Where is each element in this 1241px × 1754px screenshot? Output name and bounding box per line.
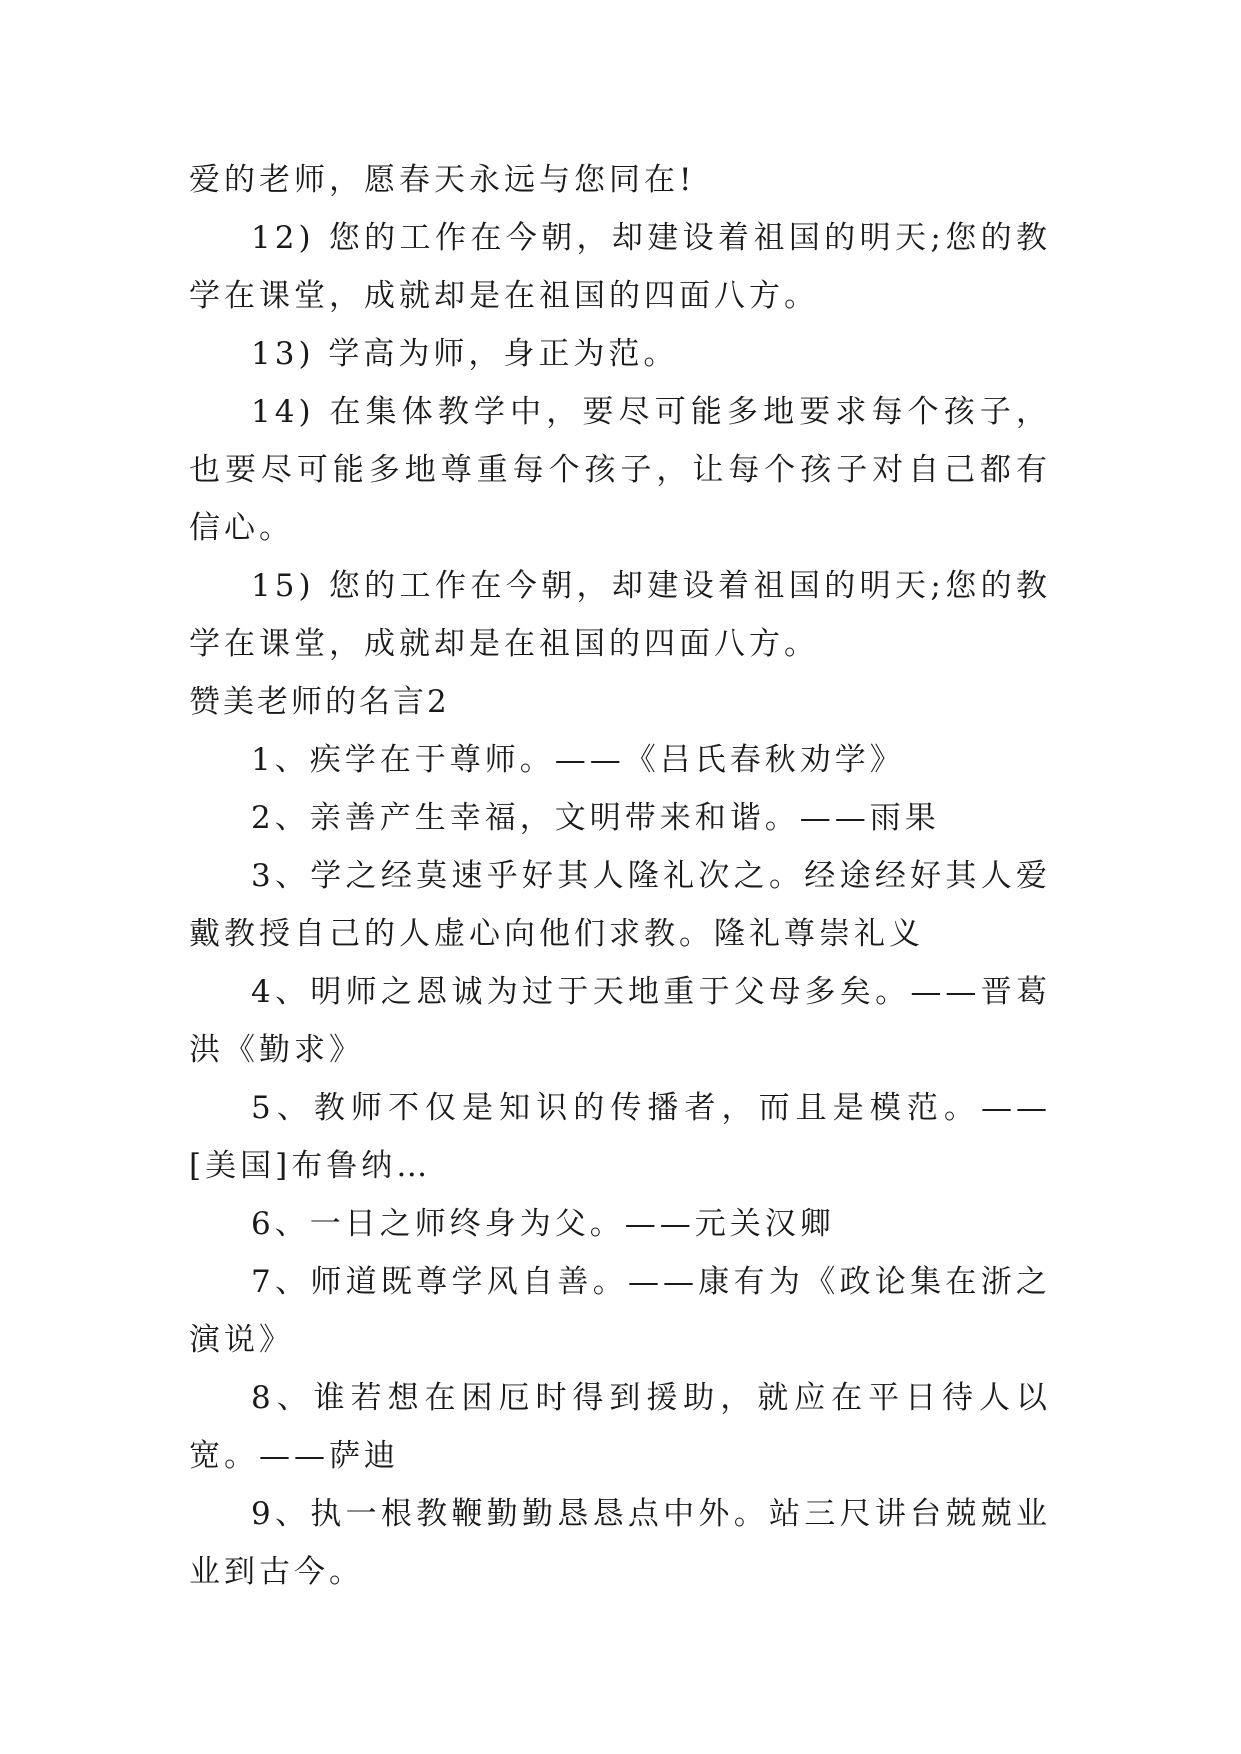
quote-item-1: 1、疾学在于尊师。——《吕氏春秋劝学》 bbox=[251, 742, 905, 778]
quote-item-15: 15) 您的工作在今朝，却建设着祖国的明天;您的教学在课堂，成就却是在祖国的四面八方。 bbox=[189, 568, 1051, 662]
quote-item-8: 8、谁若想在困厄时得到援助，就应在平日待人以宽。——萨迪 bbox=[189, 1380, 1051, 1474]
quote-item-13: 13) 学高为师，身正为范。 bbox=[251, 336, 679, 372]
quote-item-4: 4、明师之恩诚为过于天地重于父母多矣。——晋葛洪《勤求》 bbox=[189, 974, 1051, 1068]
paragraph-continuation: 爱的老师，愿春天永远与您同在! bbox=[189, 162, 696, 198]
quote-item-2: 2、亲善产生幸福，文明带来和谐。——雨果 bbox=[251, 800, 940, 836]
quote-item-6: 6、一日之师终身为父。——元关汉卿 bbox=[251, 1206, 835, 1242]
document-body bbox=[189, 151, 1051, 1601]
section-heading: 赞美老师的名言2 bbox=[189, 684, 450, 720]
quote-item-7: 7、师道既尊学风自善。——康有为《政论集在浙之演说》 bbox=[189, 1264, 1051, 1358]
quote-item-9: 9、执一根教鞭勤勤恳恳点中外。站三尺讲台兢兢业业到古今。 bbox=[189, 1496, 1051, 1590]
quote-item-12: 12) 您的工作在今朝，却建设着祖国的明天;您的教学在课堂，成就却是在祖国的四面八方。 bbox=[189, 220, 1051, 314]
quote-item-3: 3、学之经莫速乎好其人隆礼次之。经途经好其人爱戴教授自己的人虚心向他们求教。隆礼尊崇礼义 bbox=[189, 858, 1051, 952]
quote-item-14: 14) 在集体教学中，要尽可能多地要求每个孩子，也要尽可能多地尊重每个孩子，让每个孩子对自己都有信心。 bbox=[189, 394, 1051, 546]
quote-item-5: 5、教师不仅是知识的传播者，而且是模范。——[美国]布鲁纳… bbox=[189, 1090, 1051, 1184]
